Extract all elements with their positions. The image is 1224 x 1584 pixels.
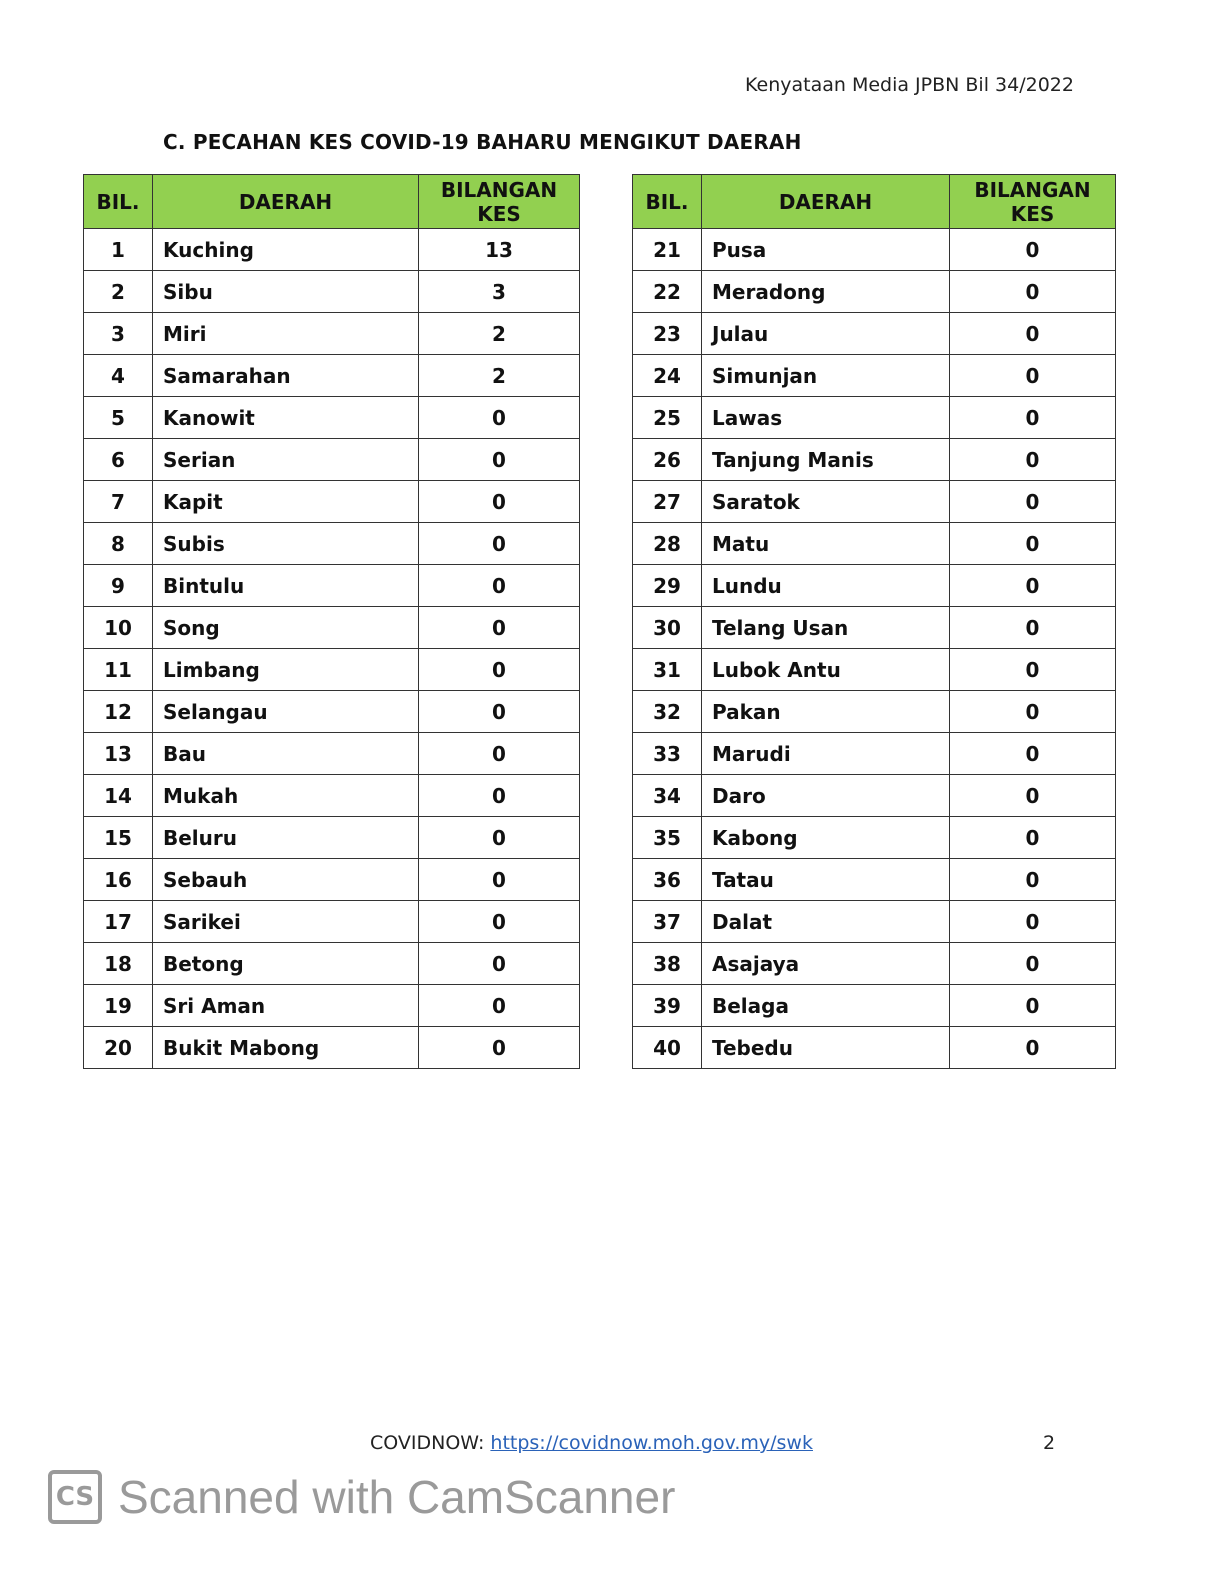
table-row — [84, 481, 580, 523]
district-name: Sri Aman — [153, 985, 419, 1027]
table-row — [633, 481, 1116, 523]
page-number: 2 — [1043, 1432, 1056, 1454]
table-row — [633, 1027, 1116, 1069]
row-number: 12 — [84, 691, 153, 733]
case-count: 0 — [419, 439, 580, 481]
row-number: 14 — [84, 775, 153, 817]
case-count: 0 — [950, 691, 1116, 733]
case-count: 0 — [419, 775, 580, 817]
district-name: Beluru — [153, 817, 419, 859]
row-number: 23 — [633, 313, 702, 355]
case-count: 0 — [950, 397, 1116, 439]
footer-source — [370, 1432, 813, 1454]
table-row — [633, 733, 1116, 775]
case-count: 0 — [419, 565, 580, 607]
table-row — [633, 775, 1116, 817]
district-name: Meradong — [702, 271, 950, 313]
district-name: Kapit — [153, 481, 419, 523]
table-row — [84, 943, 580, 985]
case-count: 0 — [950, 313, 1116, 355]
district-name: Saratok — [702, 481, 950, 523]
table-row — [633, 271, 1116, 313]
district-name: Lundu — [702, 565, 950, 607]
table-row — [633, 355, 1116, 397]
district-name: Marudi — [702, 733, 950, 775]
row-number: 22 — [633, 271, 702, 313]
row-number: 6 — [84, 439, 153, 481]
case-count: 0 — [950, 355, 1116, 397]
district-name: Tatau — [702, 859, 950, 901]
row-number: 28 — [633, 523, 702, 565]
district-name: Serian — [153, 439, 419, 481]
table-row — [84, 691, 580, 733]
case-count: 2 — [419, 355, 580, 397]
case-count: 0 — [419, 691, 580, 733]
district-name: Lawas — [702, 397, 950, 439]
case-count: 0 — [419, 817, 580, 859]
case-count: 0 — [950, 1027, 1116, 1069]
row-number: 17 — [84, 901, 153, 943]
column-header-bilangan-kes: BILANGAN KES — [419, 175, 580, 229]
case-count: 0 — [950, 901, 1116, 943]
table-row — [84, 355, 580, 397]
case-count: 0 — [950, 271, 1116, 313]
table-row — [84, 985, 580, 1027]
row-number: 29 — [633, 565, 702, 607]
row-number: 32 — [633, 691, 702, 733]
row-number: 11 — [84, 649, 153, 691]
row-number: 31 — [633, 649, 702, 691]
case-count: 0 — [419, 901, 580, 943]
footer-label: COVIDNOW: — [370, 1432, 491, 1454]
district-name: Miri — [153, 313, 419, 355]
district-name: Bau — [153, 733, 419, 775]
row-number: 19 — [84, 985, 153, 1027]
row-number: 9 — [84, 565, 153, 607]
table-row — [84, 439, 580, 481]
table-row — [84, 397, 580, 439]
column-header-bilangan-kes: BILANGAN KES — [950, 175, 1116, 229]
case-count: 2 — [419, 313, 580, 355]
row-number: 40 — [633, 1027, 702, 1069]
table-row — [633, 523, 1116, 565]
table-row — [633, 691, 1116, 733]
row-number: 21 — [633, 229, 702, 271]
table-row — [84, 817, 580, 859]
district-name: Pakan — [702, 691, 950, 733]
row-number: 18 — [84, 943, 153, 985]
district-name: Julau — [702, 313, 950, 355]
table-row — [633, 397, 1116, 439]
camscanner-watermark — [48, 1470, 675, 1524]
column-header-daerah: DAERAH — [702, 175, 950, 229]
district-name: Pusa — [702, 229, 950, 271]
row-number: 35 — [633, 817, 702, 859]
row-number: 7 — [84, 481, 153, 523]
table-row — [84, 523, 580, 565]
row-number: 3 — [84, 313, 153, 355]
row-number: 36 — [633, 859, 702, 901]
row-number: 24 — [633, 355, 702, 397]
row-number: 10 — [84, 607, 153, 649]
column-header-bil: BIL. — [84, 175, 153, 229]
table-row — [633, 817, 1116, 859]
case-count: 0 — [950, 775, 1116, 817]
table-row — [633, 439, 1116, 481]
table-row — [633, 313, 1116, 355]
district-name: Dalat — [702, 901, 950, 943]
case-count: 0 — [419, 523, 580, 565]
column-header-daerah: DAERAH — [153, 175, 419, 229]
table-row — [84, 901, 580, 943]
district-name: Samarahan — [153, 355, 419, 397]
table-row — [84, 271, 580, 313]
case-count: 0 — [419, 859, 580, 901]
district-name: Sarikei — [153, 901, 419, 943]
row-number: 25 — [633, 397, 702, 439]
table-row — [633, 901, 1116, 943]
row-number: 20 — [84, 1027, 153, 1069]
district-name: Simunjan — [702, 355, 950, 397]
district-name: Mukah — [153, 775, 419, 817]
table-row — [633, 943, 1116, 985]
district-name: Daro — [702, 775, 950, 817]
table-row — [84, 607, 580, 649]
row-number: 5 — [84, 397, 153, 439]
covidnow-link[interactable]: https://covidnow.moh.gov.my/swk — [490, 1432, 813, 1454]
table-row — [633, 565, 1116, 607]
column-header-bil: BIL. — [633, 175, 702, 229]
row-number: 13 — [84, 733, 153, 775]
table-row — [633, 649, 1116, 691]
district-name: Kabong — [702, 817, 950, 859]
district-table-left — [83, 174, 580, 1069]
district-name: Bintulu — [153, 565, 419, 607]
case-count: 0 — [419, 985, 580, 1027]
district-name: Lubok Antu — [702, 649, 950, 691]
row-number: 16 — [84, 859, 153, 901]
case-count: 0 — [419, 607, 580, 649]
district-name: Subis — [153, 523, 419, 565]
case-count: 0 — [419, 1027, 580, 1069]
case-count: 0 — [950, 859, 1116, 901]
row-number: 27 — [633, 481, 702, 523]
district-name: Limbang — [153, 649, 419, 691]
case-count: 0 — [419, 397, 580, 439]
row-number: 2 — [84, 271, 153, 313]
table-row — [633, 985, 1116, 1027]
case-count: 3 — [419, 271, 580, 313]
district-name: Tebedu — [702, 1027, 950, 1069]
district-name: Tanjung Manis — [702, 439, 950, 481]
case-count: 0 — [950, 985, 1116, 1027]
table-row — [84, 733, 580, 775]
section-title: C. PECAHAN KES COVID-19 BAHARU MENGIKUT DAERAH — [163, 130, 802, 154]
case-count: 0 — [419, 943, 580, 985]
watermark-text: Scanned with CamScanner — [118, 1471, 676, 1523]
case-count: 0 — [950, 649, 1116, 691]
row-number: 37 — [633, 901, 702, 943]
district-name: Kuching — [153, 229, 419, 271]
case-count: 0 — [950, 523, 1116, 565]
row-number: 30 — [633, 607, 702, 649]
table-row — [84, 1027, 580, 1069]
case-count: 0 — [950, 607, 1116, 649]
district-name: Song — [153, 607, 419, 649]
table-row — [633, 859, 1116, 901]
case-count: 0 — [419, 649, 580, 691]
district-name: Sibu — [153, 271, 419, 313]
case-count: 0 — [950, 733, 1116, 775]
district-name: Asajaya — [702, 943, 950, 985]
row-number: 33 — [633, 733, 702, 775]
table-row — [84, 565, 580, 607]
case-count: 0 — [950, 481, 1116, 523]
table-row — [84, 229, 580, 271]
district-table-right — [632, 174, 1116, 1069]
district-name: Matu — [702, 523, 950, 565]
row-number: 4 — [84, 355, 153, 397]
case-count: 0 — [950, 565, 1116, 607]
district-name: Bukit Mabong — [153, 1027, 419, 1069]
row-number: 8 — [84, 523, 153, 565]
case-count: 13 — [419, 229, 580, 271]
table-row — [84, 775, 580, 817]
case-count: 0 — [950, 229, 1116, 271]
row-number: 15 — [84, 817, 153, 859]
district-name: Kanowit — [153, 397, 419, 439]
row-number: 26 — [633, 439, 702, 481]
row-number: 1 — [84, 229, 153, 271]
case-count: 0 — [419, 733, 580, 775]
document-reference: Kenyataan Media JPBN Bil 34/2022 — [745, 74, 1074, 96]
district-name: Belaga — [702, 985, 950, 1027]
table-row — [84, 859, 580, 901]
table-row — [633, 229, 1116, 271]
district-name: Selangau — [153, 691, 419, 733]
district-name: Sebauh — [153, 859, 419, 901]
case-count: 0 — [419, 481, 580, 523]
table-row — [633, 607, 1116, 649]
case-count: 0 — [950, 943, 1116, 985]
table-row — [84, 313, 580, 355]
table-row — [84, 649, 580, 691]
case-count: 0 — [950, 817, 1116, 859]
row-number: 39 — [633, 985, 702, 1027]
district-name: Telang Usan — [702, 607, 950, 649]
case-count: 0 — [950, 439, 1116, 481]
camscanner-logo-icon: CS — [48, 1470, 102, 1524]
row-number: 34 — [633, 775, 702, 817]
district-name: Betong — [153, 943, 419, 985]
row-number: 38 — [633, 943, 702, 985]
